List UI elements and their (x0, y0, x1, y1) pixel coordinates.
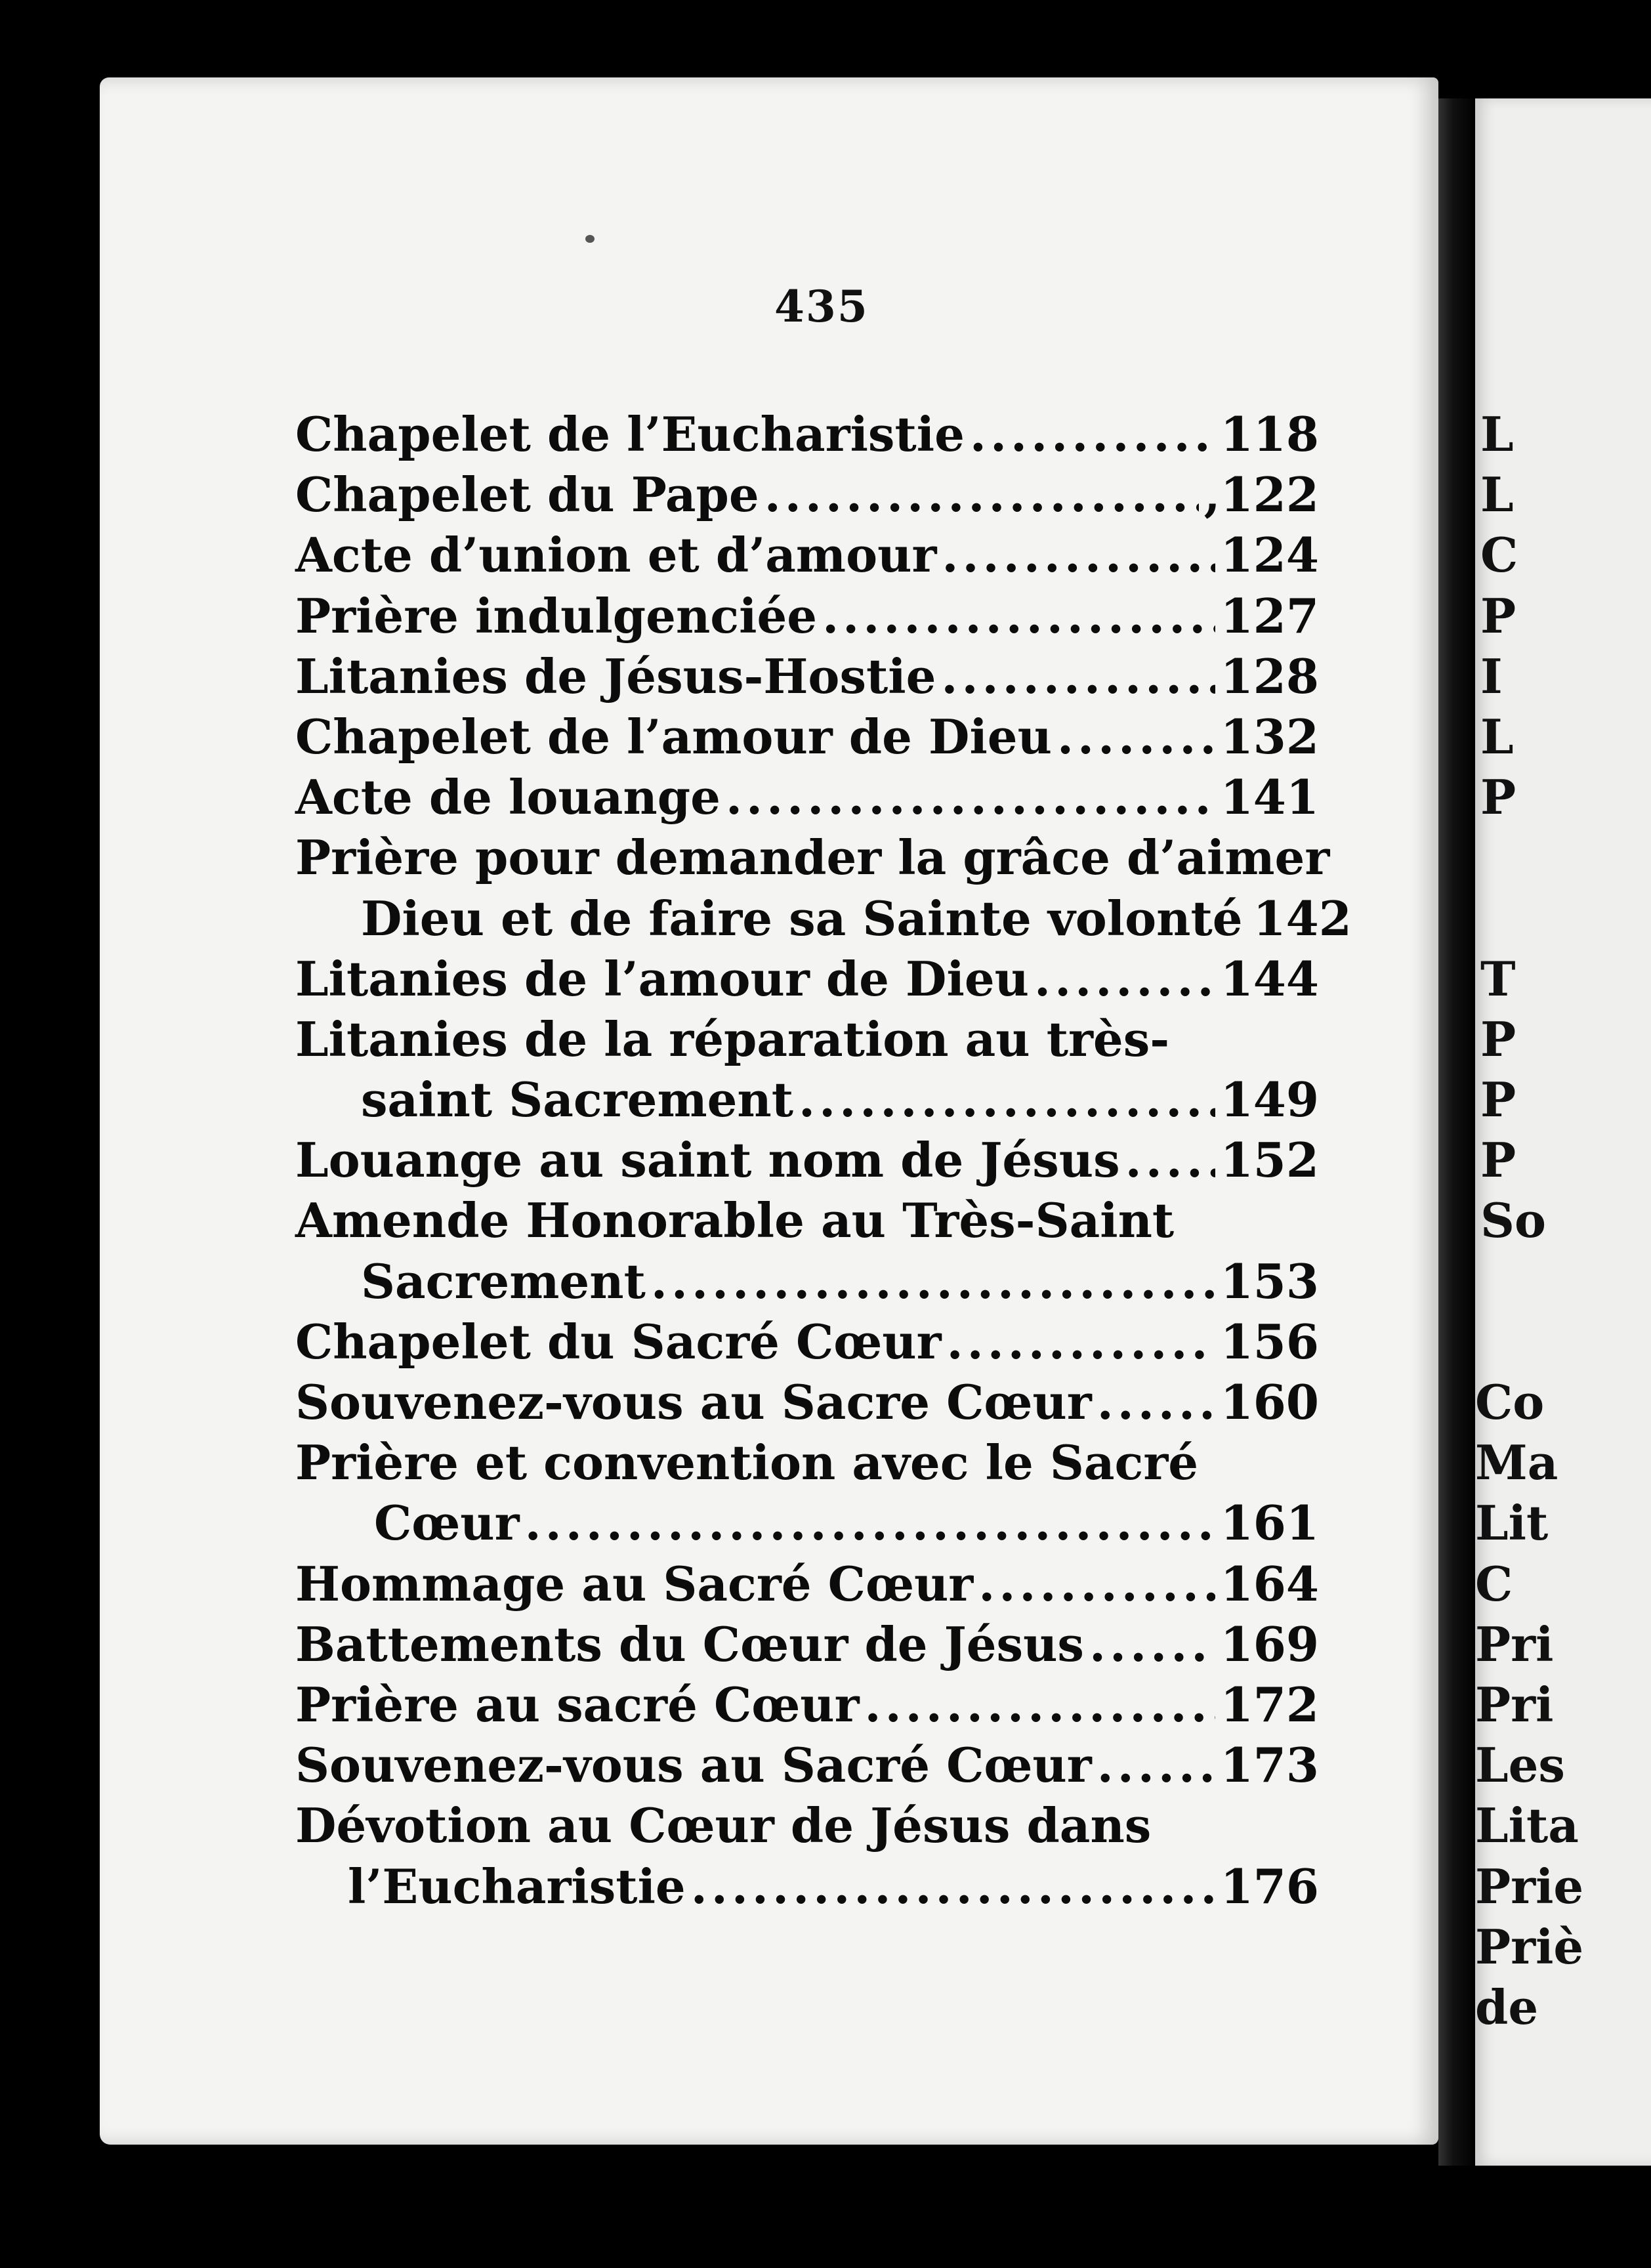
toc-page-number: 132 (1220, 708, 1319, 765)
leader-dots (1097, 1372, 1215, 1433)
leader-dots (947, 1312, 1215, 1372)
toc-entry (295, 949, 1319, 1009)
right-page-fragment: C (1475, 1555, 1513, 1612)
right-page-fragment: T (1480, 950, 1516, 1007)
toc-entry (295, 1675, 1319, 1735)
right-page-fragment: de (1475, 1979, 1539, 2035)
toc-entry-continuation (295, 889, 1352, 949)
toc-page-number: 164 (1220, 1555, 1319, 1612)
leader-dots (651, 1251, 1215, 1312)
toc-title: Chapelet de l’Eucharistie (295, 406, 965, 462)
toc-title: Litanies de la réparation au très- (295, 1011, 1170, 1067)
toc-title: Prière indulgenciée (295, 587, 818, 644)
toc-title: Prière au sacré Cœur (295, 1676, 860, 1732)
toc-entry-continuation (295, 1493, 1319, 1553)
toc-entry (295, 828, 1330, 888)
toc-entry-continuation (295, 1857, 1319, 1917)
right-page-fragment: L (1480, 406, 1514, 462)
toc-entry-continuation (295, 1251, 1319, 1312)
leader-dots (822, 586, 1215, 646)
right-page-fragment (1475, 1312, 1583, 1372)
page-number: 435 (774, 281, 869, 332)
toc-title: Hommage au Sacré Cœur (295, 1555, 974, 1612)
toc-title: Dévotion au Cœur de Jésus dans (295, 1797, 1152, 1854)
right-page-fragment: P (1480, 587, 1516, 644)
toc-entry (295, 404, 1319, 465)
right-page-fragment: Les (1475, 1737, 1565, 1794)
right-page-fragment: So (1480, 1192, 1547, 1249)
right-page-fragment: Co (1475, 1374, 1545, 1430)
toc-entry (295, 1554, 1319, 1614)
toc-entry (295, 1190, 1319, 1251)
leader-dots (1097, 1735, 1215, 1796)
leader-dots (799, 1070, 1215, 1130)
leader-dots (1125, 1130, 1215, 1190)
toc-title: Chapelet du Pape (295, 467, 759, 523)
leader-dots (1089, 1614, 1215, 1675)
toc-page-number: 118 (1220, 406, 1319, 462)
toc-title: Louange au saint nom de Jésus (295, 1132, 1120, 1188)
toc-title: Sacrement (361, 1253, 646, 1309)
toc-entry (295, 1312, 1319, 1372)
toc-page-number: 152 (1220, 1132, 1319, 1188)
toc-title: Amende Honorable au Très-Saint (295, 1192, 1175, 1249)
toc-title: Dieu et de faire sa Sainte volonté (361, 890, 1243, 946)
toc-title: Souvenez-vous au Sacré Cœur (295, 1737, 1092, 1794)
right-page (1475, 98, 1651, 2166)
right-page-fragment: Pri (1475, 1616, 1554, 1672)
toc-entry (295, 707, 1319, 767)
toc-title: Litanies de l’amour de Dieu (295, 950, 1030, 1007)
leader-dots (764, 465, 1199, 525)
leader-dots (941, 646, 1215, 707)
toc-title: Battements du Cœur de Jésus (295, 1616, 1084, 1672)
right-page-fragment: Pri (1475, 1676, 1554, 1732)
toc-title: Chapelet de l’amour de Dieu (295, 708, 1052, 765)
leader-dots (691, 1857, 1215, 1917)
leader-dots (525, 1493, 1215, 1553)
toc-title: Souvenez-vous au Sacre Cœur (295, 1374, 1092, 1430)
toc-page-number: 141 (1220, 769, 1319, 826)
toc-title: l’Eucharistie (348, 1858, 686, 1914)
toc-page-number: 144 (1220, 950, 1319, 1007)
right-page-fragment: P (1480, 769, 1516, 826)
toc-page-number: 160 (1220, 1374, 1319, 1430)
toc-page-number: 142 (1253, 890, 1352, 946)
toc-title: Chapelet du Sacré Cœur (295, 1313, 942, 1370)
right-page-fragment: P (1480, 1011, 1516, 1067)
leader-dots (942, 525, 1215, 585)
right-page-fragment: L (1480, 708, 1514, 765)
leader-dots (726, 767, 1215, 828)
toc-entry (295, 1009, 1319, 1070)
toc-title: Acte d’union et d’amour (295, 527, 937, 583)
toc-page-number: 127 (1220, 587, 1319, 644)
toc-title: Prière pour demander la grâce d’aimer (295, 830, 1330, 886)
toc-page-number: 156 (1220, 1313, 1319, 1370)
toc-page-number: 173 (1220, 1737, 1319, 1794)
right-page-fragment: Lit (1475, 1495, 1549, 1551)
toc-entry (295, 1614, 1319, 1675)
toc-entry-continuation (295, 1070, 1319, 1130)
toc-page-number: 169 (1220, 1616, 1319, 1672)
toc-title: Cœur (374, 1495, 520, 1551)
toc-title: Litanies de Jésus-Hostie (295, 648, 936, 704)
right-page-fragment (1475, 828, 1583, 888)
toc-entry (295, 646, 1319, 707)
toc-entry (295, 1735, 1319, 1796)
right-page-fragment (1475, 889, 1583, 949)
right-page-fragment (1475, 1251, 1583, 1312)
toc-page-number: ,122 (1203, 467, 1319, 523)
right-page-fragment: L (1480, 467, 1514, 523)
toc-page-number: 149 (1220, 1072, 1319, 1128)
table-of-contents (295, 404, 1352, 1917)
toc-page-number: 153 (1220, 1253, 1319, 1309)
leader-dots (1057, 707, 1215, 767)
ink-speck (585, 235, 595, 243)
toc-entry (295, 1130, 1319, 1190)
toc-title: saint Sacrement (361, 1072, 794, 1128)
toc-entry (295, 1433, 1319, 1493)
right-page-fragment: Priè (1475, 1918, 1584, 1975)
toc-title: Acte de louange (295, 769, 721, 826)
right-page-fragment: Ma (1475, 1435, 1558, 1491)
right-page-fragment: Prie (1475, 1858, 1584, 1914)
toc-entry (295, 1372, 1319, 1433)
leader-dots (978, 1554, 1215, 1614)
toc-entry (295, 767, 1319, 828)
leader-dots (970, 404, 1215, 465)
toc-entry (295, 1796, 1319, 1856)
toc-page-number: 176 (1220, 1858, 1319, 1914)
right-page-fragment: Lita (1475, 1797, 1579, 1854)
toc-page-number: 128 (1220, 648, 1319, 704)
right-page-text (1475, 404, 1583, 2038)
right-page-fragment: I (1480, 648, 1503, 704)
right-page-fragment: P (1480, 1132, 1516, 1188)
right-page-fragment: P (1480, 1072, 1516, 1128)
toc-entry (295, 525, 1319, 585)
leader-dots (1034, 949, 1215, 1009)
toc-page-number: 172 (1220, 1676, 1319, 1732)
toc-entry (295, 465, 1319, 525)
toc-title: Prière et convention avec le Sacré (295, 1435, 1199, 1491)
toc-entry (295, 586, 1319, 646)
toc-page-number: 161 (1220, 1495, 1319, 1551)
toc-page-number: 124 (1220, 527, 1319, 583)
leader-dots (865, 1675, 1215, 1735)
right-page-fragment: C (1480, 527, 1518, 583)
book-gutter (1438, 98, 1475, 2166)
